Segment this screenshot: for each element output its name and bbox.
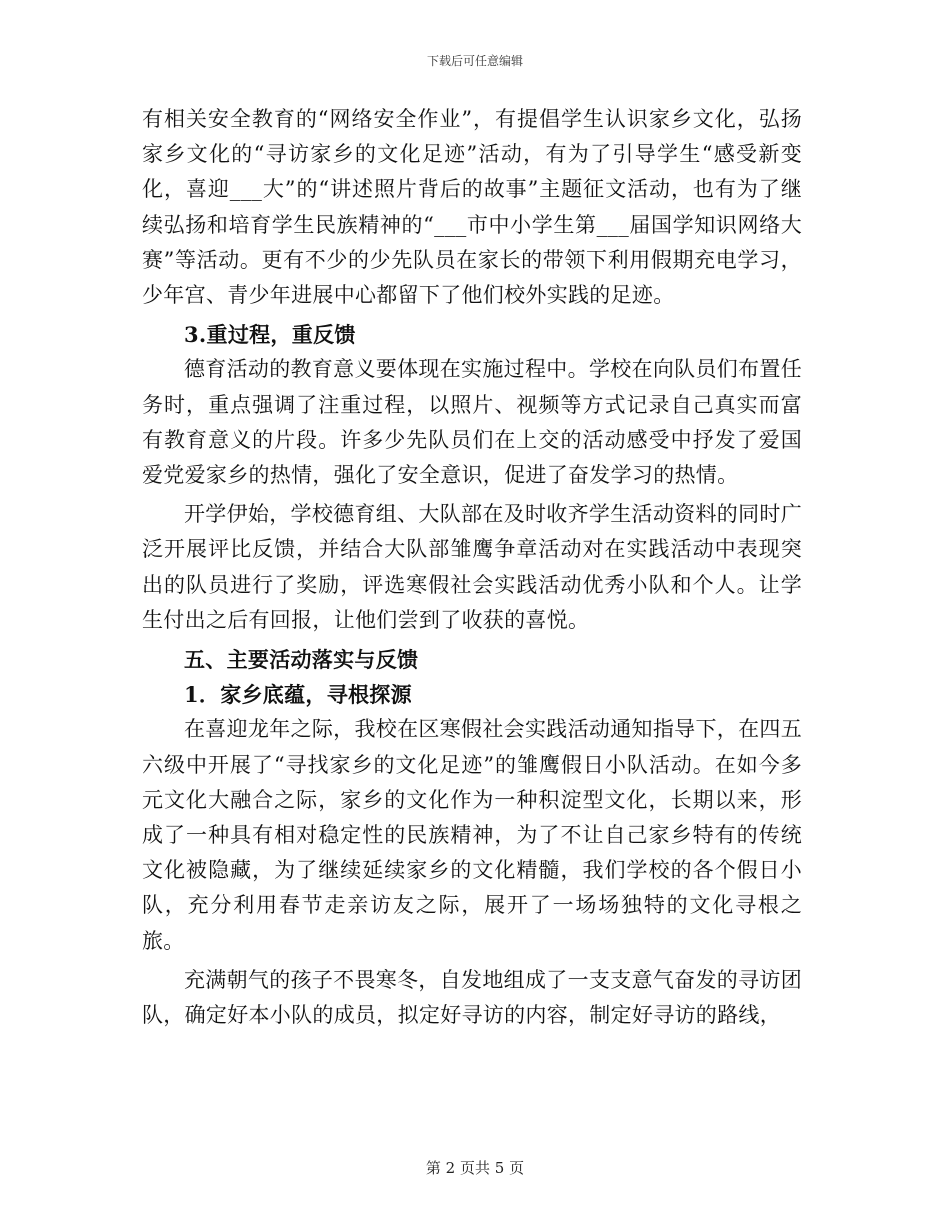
paragraph-teams: 充满朝气的孩子不畏寒冬，自发地组成了一支支意气奋发的寻访团队，确定好本小队的成员，拟定好寻访的内容，制定好寻访的路线， (142, 967, 802, 1028)
subsection-heading-hometown-roots: 1．家乡底蕴，寻根探源 (184, 682, 412, 708)
section-heading-process-feedback: 3.重过程，重反馈 (184, 322, 356, 348)
page-number: 第 2 页共 5 页 (425, 1159, 525, 1177)
paragraph-evaluation: 开学伊始，学校德育组、大队部在及时收齐学生活动资料的同时广泛开展评比反馈，并结合大队部雏鹰争章活动对在实践活动中表现突出的队员进行了奖励，评选寒假社会实践活动优秀小队和个人。让学生付出之后有回报，让他们尝到了收获的喜悦。 (142, 502, 802, 632)
document-body (142, 102, 802, 1033)
page-header: 下载后可任意编辑 (426, 54, 523, 68)
paragraph-process: 德育活动的教育意义要体现在实施过程中。学校在向队员们布置任务时，重点强调了注重过程，以照片、视频等方式记录自己真实而富有教育意义的片段。许多少先队员们在上交的活动感受中抒发了爱国爱党爱家乡的热情，强化了安全意识，促进了奋发学习的热情。 (142, 357, 802, 488)
paragraph-activities-list: 有相关安全教育的“网络安全作业”，有提倡学生认识家乡文化，弘扬家乡文化的“寻访家乡的文化足迹”活动，有为了引导学生“感受新变化，喜迎___大”的“讲述照片背后的故事”主题征文活动，也有为了继续弘扬和培育学生民族精神的“___市中小学生第___届国学知识网络大赛”等活动。更有不少的少先队员在家长的带领下利用假期充电学习，少年宫、青少年进展中心都留下了他们校外实践的足迹。 (142, 107, 802, 308)
paragraph-hometown-culture: 在喜迎龙年之际，我校在区寒假社会实践活动通知指导下，在四五六级中开展了“寻找家乡的文化足迹”的雏鹰假日小队活动。在如今多元文化大融合之际，家乡的文化作为一种积淀型文化，长期以来，形成了一种具有相对稳定性的民族精神，为了不让自己家乡特有的传统文化被隐藏，为了继续延续家乡的文化精髓，我们学校的各个假日小队，充分利用春节走亲访友之际，展开了一场场独特的文化寻根之旅。 (142, 717, 802, 953)
section-heading-main-activities: 五、主要活动落实与反馈 (184, 647, 419, 673)
